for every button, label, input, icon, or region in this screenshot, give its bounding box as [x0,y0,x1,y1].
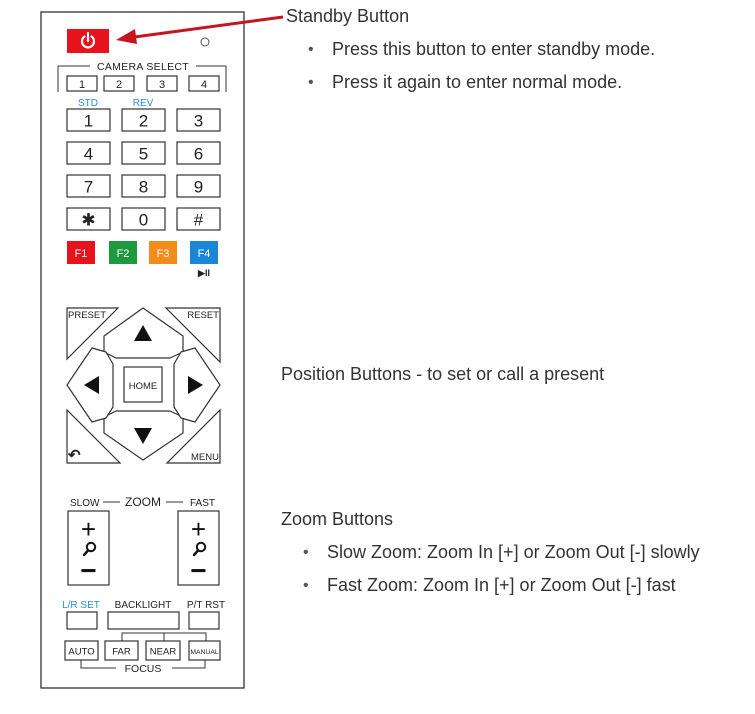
focus-far-label: FAR [112,646,131,658]
menu-label: MENU [191,452,219,463]
keypad-key-7-label: 7 [83,177,94,197]
keypad-key-0-label: 0 [138,210,149,230]
fast-zoom-in-button[interactable]: + [190,514,207,544]
f3-button-label: F3 [156,248,170,260]
camera-button-2-label: 2 [115,79,123,91]
slow-zoom-in-button[interactable]: + [80,514,97,544]
rev-label: REV [132,98,154,109]
pt-rst-button[interactable] [189,612,219,629]
camera-button-1[interactable] [67,76,97,91]
zoom-bullet-2: • Fast Zoom: Zoom In [+] or Zoom Out [-] fast [303,569,700,602]
standby-annotation-title: Standby Button [286,6,410,26]
keypad-key-2[interactable] [122,109,165,131]
keypad-key-hash[interactable] [177,208,220,230]
reset-label: RESET [187,310,219,321]
zoom-annotation-bullets [303,536,700,602]
camera-button-4[interactable] [189,76,219,91]
play-pause-label: ▶II [198,268,210,278]
keypad-key-8-label: 8 [138,177,149,197]
keypad-key-5-label: 5 [138,144,149,164]
keypad-key-3-label: 3 [193,111,204,131]
keypad-key-2-label: 2 [138,111,149,131]
zoom-annotation-title: Zoom Buttons [281,509,394,529]
keypad-key-1[interactable] [67,109,110,131]
position-annotation-title: Position Buttons - to set or call a present [281,364,605,384]
fast-zoom-rocker [178,511,219,586]
fast-zoom-label: FAST [189,498,215,509]
f4-button[interactable] [190,241,218,264]
fast-zoom-out-button[interactable]: − [190,555,207,586]
f1-button[interactable] [67,241,95,264]
zoom-bullet-1: • Slow Zoom: Zoom In [+] or Zoom Out [-] slowly [303,536,700,569]
position-pad [67,308,220,464]
preset-label: PRESET [68,310,107,321]
slow-zoom-rocker [68,511,109,586]
keypad-key-1-label: 1 [83,111,94,131]
standby-button[interactable] [67,29,109,53]
keypad-key-9-label: 9 [193,177,204,197]
keypad-key-4-label: 4 [83,144,94,164]
keypad-key-8[interactable] [122,175,165,197]
camera-button-2[interactable] [104,76,134,91]
focus-auto-label: AUTO [68,646,95,658]
camera-select-label: CAMERA SELECT [96,61,190,73]
keypad-key-6[interactable] [177,142,220,164]
keypad-key-5[interactable] [122,142,165,164]
lr-set-label: L/R SET [62,600,100,611]
camera-button-3[interactable] [147,76,177,91]
lr-set-button[interactable] [67,612,97,629]
keypad-key-star[interactable] [67,208,110,230]
keypad-key-7[interactable] [67,175,110,197]
f1-button-label: F1 [74,248,88,260]
backlight-label: BACKLIGHT [114,600,172,611]
f2-button[interactable] [109,241,137,264]
home-label: HOME [128,381,158,392]
camera-button-3-label: 3 [158,79,166,91]
slow-zoom-label: SLOW [70,498,100,509]
focus-near-button[interactable] [146,641,180,660]
keypad-key-6-label: 6 [193,144,204,164]
focus-label: FOCUS [124,663,162,675]
keypad-key-3[interactable] [177,109,220,131]
slow-zoom-out-button[interactable]: − [80,555,97,586]
f3-button[interactable] [149,241,177,264]
keypad-key-hash-label: # [193,210,204,230]
f4-button-label: F4 [197,248,211,260]
keypad-key-9[interactable] [177,175,220,197]
focus-manual-button[interactable] [189,641,220,660]
keypad-key-star-label: ✱ [81,210,96,230]
back-arrow-icon: ↶ [68,447,81,464]
zoom-label: ZOOM [125,495,161,509]
standby-bullet-1: • Press this button to enter standby mode. [308,33,655,66]
keypad-key-4[interactable] [67,142,110,164]
focus-manual-label: MANUAL [190,649,219,656]
home-button[interactable] [124,367,162,402]
f2-button-label: F2 [116,248,130,260]
keypad-key-0[interactable] [122,208,165,230]
focus-auto-button[interactable] [65,641,98,660]
standby-annotation-bullets [308,33,655,99]
focus-near-label: NEAR [149,646,177,658]
status-indicator-led [201,38,209,46]
pt-rst-label: P/T RST [186,600,226,611]
camera-button-4-label: 4 [200,79,208,91]
std-label: STD [78,98,98,109]
backlight-button[interactable] [108,612,179,629]
focus-far-button[interactable] [105,641,138,660]
camera-button-1-label: 1 [78,79,86,91]
standby-bullet-2: • Press it again to enter normal mode. [308,66,655,99]
